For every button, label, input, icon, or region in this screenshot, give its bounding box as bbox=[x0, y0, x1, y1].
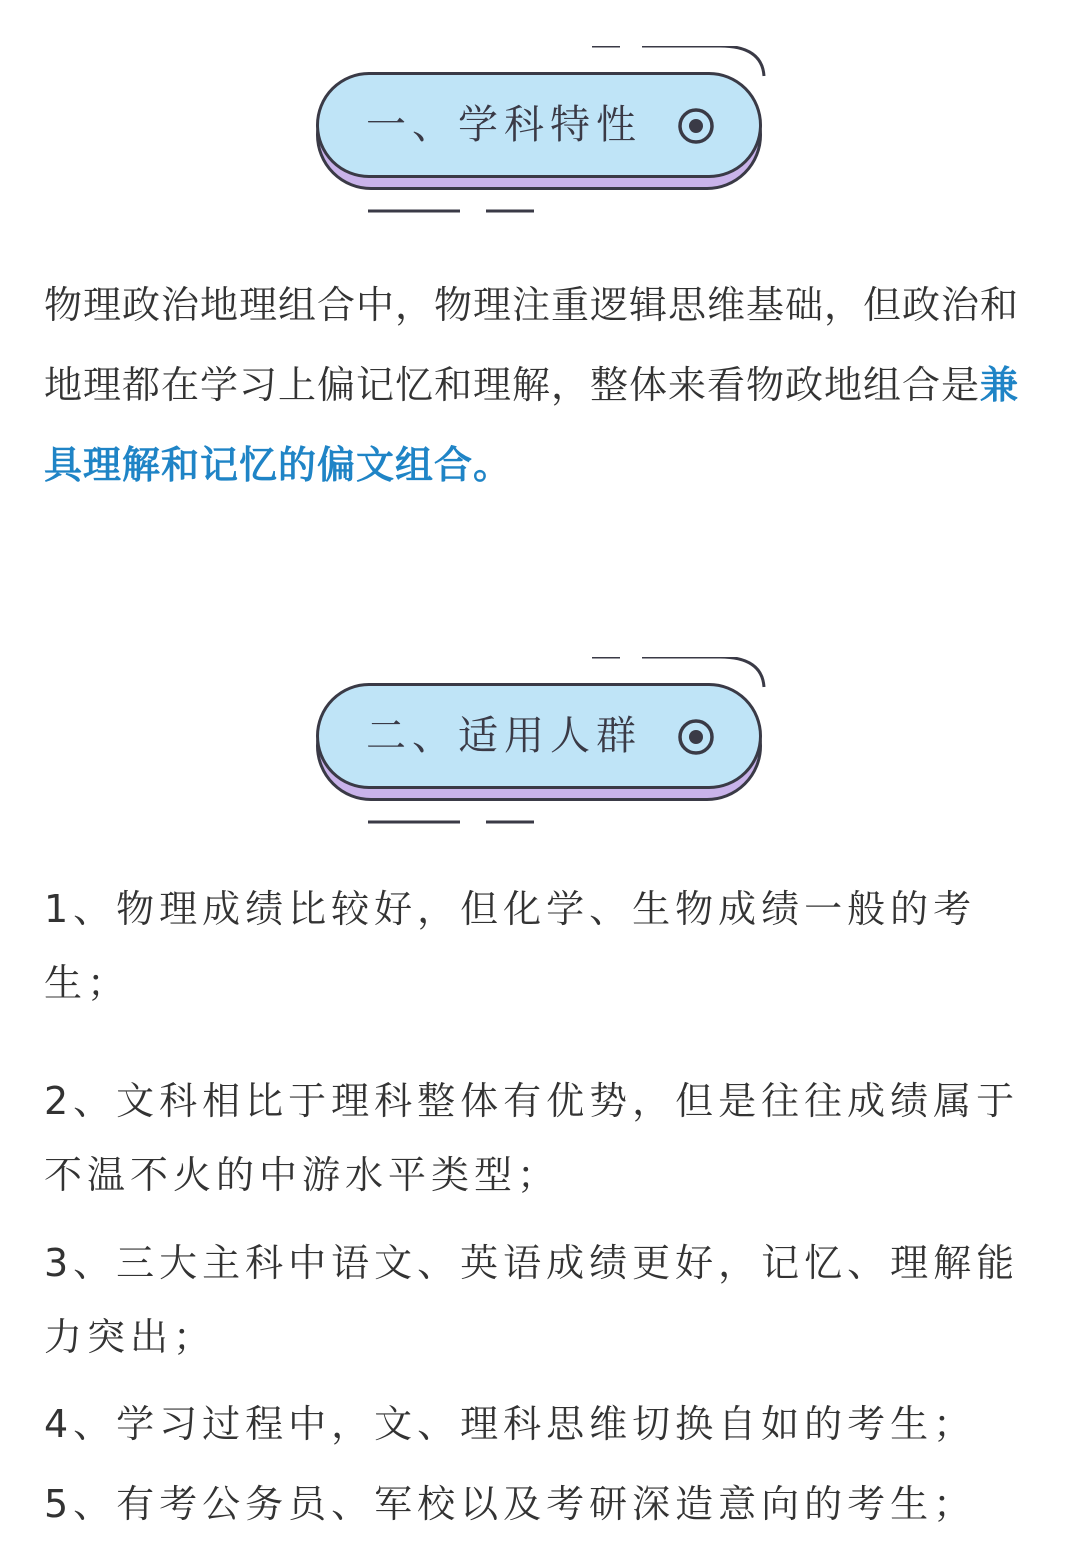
list-item: 3、三大主科中语文、英语成绩更好，记忆、理解能力突出； bbox=[44, 1241, 1020, 1359]
target-icon bbox=[676, 106, 716, 146]
section-title: 二、适用人群 bbox=[366, 713, 642, 759]
intro-paragraph bbox=[44, 265, 1044, 505]
list-item: 1、物理成绩比较好，但化学、生物成绩一般的考生； bbox=[44, 887, 977, 1005]
section-title: 一、学科特性 bbox=[366, 102, 642, 148]
paragraph-text: 物理政治地理组合中，物理注重逻辑思维基础，但政治和地理都在学习上偏记忆和理解，整体来看物政地组合是 bbox=[44, 283, 1020, 407]
target-icon bbox=[676, 717, 716, 757]
list-item: 4、学习过程中，文、理科思维切换自如的考生； bbox=[44, 1402, 977, 1446]
section-header-1 bbox=[300, 46, 780, 226]
list-item: 5、有考公务员、军校以及考研深造意向的考生； bbox=[44, 1482, 977, 1526]
section-header-2 bbox=[300, 657, 780, 837]
highlight-text: 兼具理解和记忆的偏文组合。 bbox=[44, 363, 1020, 487]
list-item: 2、文科相比于理科整体有优势，但是往往成绩属于不温不火的中游水平类型； bbox=[44, 1079, 1020, 1197]
